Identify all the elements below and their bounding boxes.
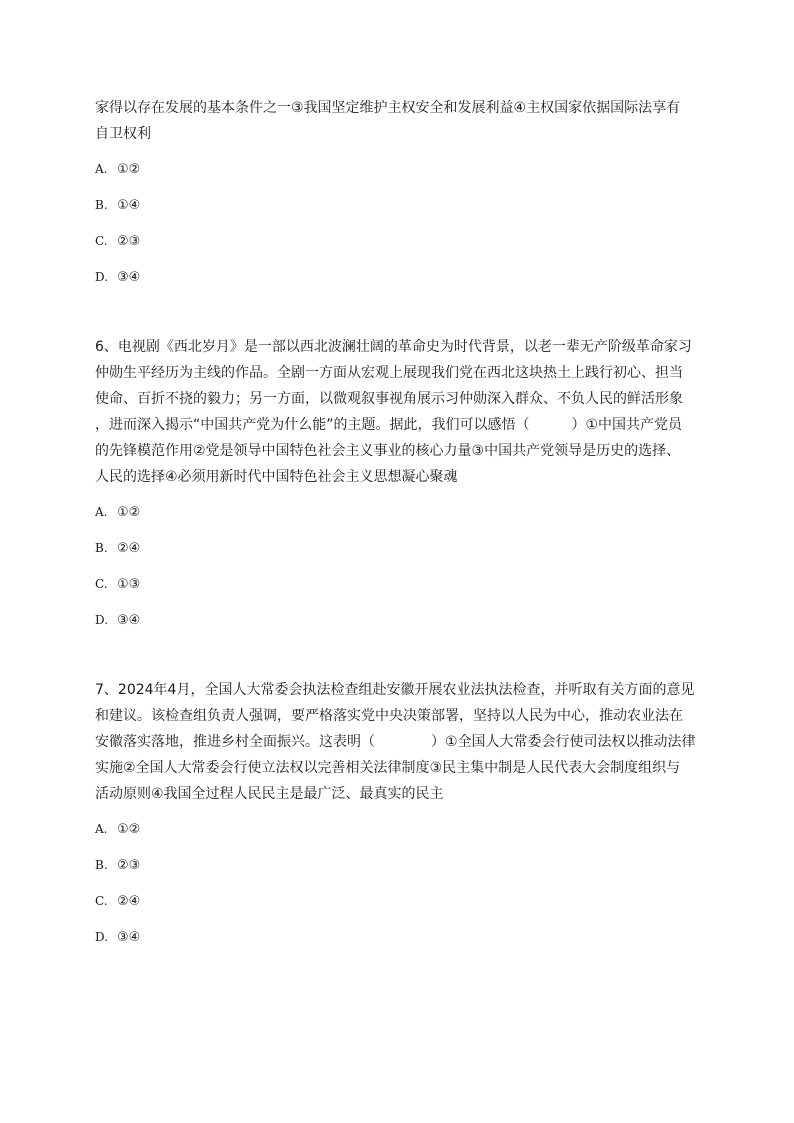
question-text-line: 安徽落实落地，推进乡村全面振兴。这表明（ ）①全国人大常委会行使司法权以推动法律	[95, 734, 696, 750]
option-c: C. ②③	[95, 234, 141, 249]
question-text-line: 家得以存在发展的基本条件之一③我国坚定维护主权安全和发展利益④主权国家依据国际法享有	[95, 100, 681, 116]
question-7	[95, 677, 700, 946]
question-text-line: 仲勋生平经历为主线的作品。全剧一方面从宏观上展现我们党在西北这块热土上践行初心、担当	[95, 365, 683, 381]
question-text-line: 6、电视剧《西北岁月》是一部以西北波澜壮阔的革命史为时代背景，以老一辈无产阶级革命家习	[95, 339, 692, 355]
question-text-line: 人民的选择④必须用新时代中国特色社会主义思想凝心聚魂	[95, 469, 458, 485]
exam-page	[95, 95, 700, 946]
question-5-continuation	[95, 95, 700, 286]
question-text-line: 和建议。该检查组负责人强调，要严格落实党中央决策部署，坚持以人民为中心，推动农业法在	[95, 708, 683, 724]
option-d: D. ③④	[95, 613, 141, 628]
question-text-line: 自卫权利	[95, 126, 151, 142]
option-c: C. ①③	[95, 577, 141, 592]
question-text-line: 7、2024年4月，全国人大常委会执法检查组赴安徽开展农业法执法检查，并听取有关方面的意见	[95, 682, 695, 698]
option-b: B. ②③	[95, 858, 141, 873]
question-text-line: ，进而深入揭示“中国共产党为什么能”的主题。据此，我们可以感悟（ ）①中国共产党员	[95, 417, 683, 433]
option-a: A. ①②	[95, 162, 141, 177]
option-d: D. ③④	[95, 930, 141, 945]
question-text-line: 实施②全国人大常委会行使立法权以完善相关法律制度③民主集中制是人民代表大会制度组织与	[95, 760, 681, 776]
option-a: A. ①②	[95, 505, 141, 520]
question-text-line: 使命、百折不挠的毅力；另一方面，以微观叙事视角展示习仲勋深入群众、不负人民的鲜活形象	[95, 391, 683, 407]
option-b: B. ①④	[95, 198, 141, 213]
option-a: A. ①②	[95, 822, 141, 837]
question-text-line: 活动原则④我国全过程人民民主是最广泛、最真实的民主	[95, 786, 444, 802]
option-d: D. ③④	[95, 270, 141, 285]
option-c: C. ②④	[95, 894, 141, 909]
question-6	[95, 334, 700, 629]
question-text-line: 的先锋模范作用②党是领导中国特色社会主义事业的核心力量③中国共产党领导是历史的选择、	[95, 443, 681, 459]
option-b: B. ②④	[95, 541, 141, 556]
